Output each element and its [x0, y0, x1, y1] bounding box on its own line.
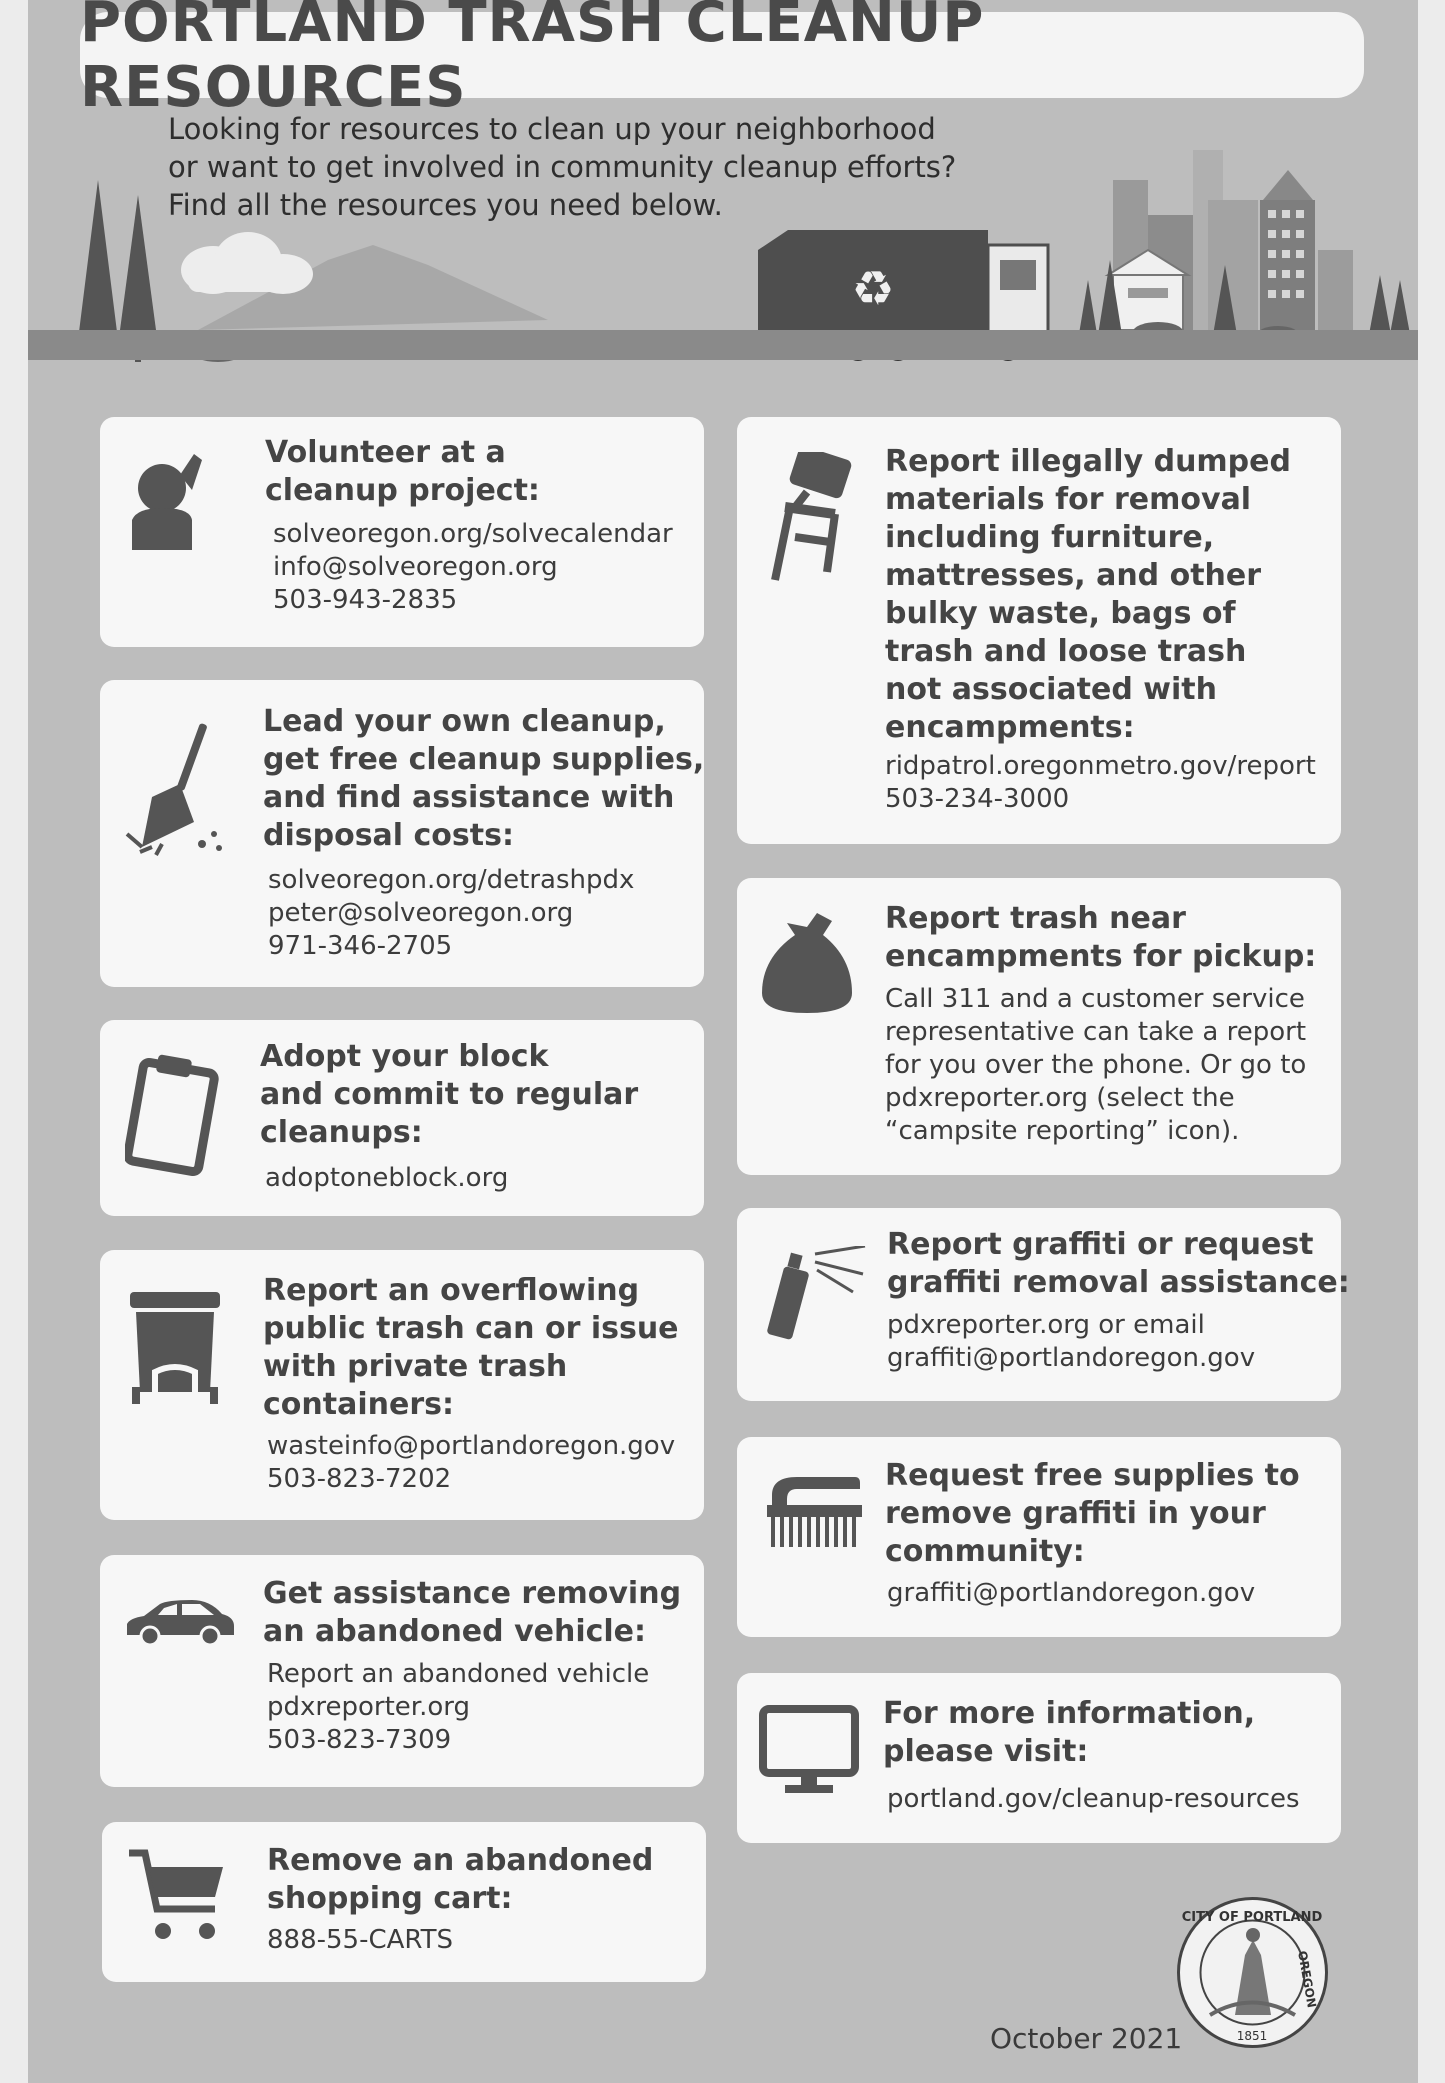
card-detail: 503-943-2835 — [273, 585, 458, 615]
card-heading: Report an overflowing — [263, 1273, 640, 1308]
clipboard-icon — [125, 1052, 220, 1177]
card-overflow-trash — [100, 1250, 704, 1520]
card-lead-cleanup — [100, 680, 704, 987]
card-heading: and find assistance with — [263, 780, 675, 815]
card-heading: community: — [885, 1534, 1085, 1569]
card-detail: solveoregon.org/solvecalendar — [273, 519, 673, 549]
card-detail: representative can take a report — [885, 1017, 1307, 1047]
publication-date: October 2021 — [990, 2022, 1183, 2055]
card-detail: graffiti@portlandoregon.gov — [887, 1578, 1256, 1608]
svg-text:OREGON: OREGON — [1295, 1949, 1319, 2009]
card-detail: ridpatrol.oregonmetro.gov/report — [885, 751, 1316, 781]
card-heading: cleanups: — [260, 1115, 423, 1150]
intro-text — [168, 110, 1068, 224]
card-heading: encampments for pickup: — [885, 939, 1317, 974]
city-seal-icon — [1175, 1895, 1330, 2050]
card-detail: 503-823-7309 — [267, 1725, 452, 1755]
card-heading: Remove an abandoned — [267, 1843, 654, 1878]
cloud-icon — [181, 232, 313, 294]
card-heading: shopping cart: — [267, 1881, 513, 1916]
card-heading: remove graffiti in your — [885, 1496, 1266, 1531]
svg-text:CITY OF PORTLAND: CITY OF PORTLAND — [1181, 1910, 1323, 1925]
card-detail: info@solveoregon.org — [273, 552, 558, 582]
card-detail: 503-823-7202 — [267, 1464, 452, 1494]
card-detail: portland.gov/cleanup-resources — [887, 1784, 1300, 1814]
card-detail: peter@solveoregon.org — [268, 898, 574, 928]
card-heading: Lead your own cleanup, — [263, 704, 666, 739]
card-detail: 971-346-2705 — [268, 931, 453, 961]
card-detail: 503-234-3000 — [885, 784, 1070, 814]
card-more-info — [737, 1673, 1341, 1843]
card-heading: get free cleanup supplies, — [263, 742, 705, 777]
card-detail: 888-55-CARTS — [267, 1925, 453, 1955]
card-abandoned-vehicle — [100, 1555, 704, 1787]
card-heading: with private trash — [263, 1349, 568, 1384]
trash-cart-icon — [130, 1292, 220, 1404]
card-heading: For more information, — [883, 1696, 1256, 1731]
card-detail: solveoregon.org/detrashpdx — [268, 865, 635, 895]
shopping-cart-icon — [127, 1847, 227, 1947]
card-detail: for you over the phone. Or go to — [885, 1050, 1307, 1080]
card-heading: including furniture, — [885, 520, 1215, 555]
card-heading: Report graffiti or request — [887, 1227, 1314, 1262]
card-heading: not associated with — [885, 672, 1217, 707]
card-detail: graffiti@portlandoregon.gov — [887, 1343, 1256, 1373]
card-heading: Volunteer at a — [265, 435, 506, 470]
card-heading: please visit: — [883, 1734, 1089, 1769]
card-heading: public trash can or issue — [263, 1311, 679, 1346]
card-encampment-trash — [737, 878, 1341, 1175]
card-heading: disposal costs: — [263, 818, 514, 853]
card-detail: pdxreporter.org or email — [887, 1310, 1205, 1340]
card-heading: bulky waste, bags of — [885, 596, 1236, 631]
card-heading: trash and loose trash — [885, 634, 1247, 669]
ground-strip — [28, 330, 1418, 360]
card-heading: Get assistance removing — [263, 1576, 682, 1611]
card-graffiti-report — [737, 1208, 1350, 1401]
card-heading: Adopt your block — [260, 1039, 549, 1074]
card-graffiti-supplies — [737, 1437, 1341, 1637]
title-banner — [80, 0, 1364, 120]
card-detail: Report an abandoned vehicle — [267, 1659, 650, 1689]
card-heading: encampments: — [885, 710, 1135, 745]
spray-can-icon — [765, 1246, 870, 1341]
card-heading: graffiti removal assistance: — [887, 1265, 1350, 1300]
card-detail: wasteinfo@portlandoregon.gov — [267, 1431, 676, 1461]
card-heading: Request free supplies to — [885, 1458, 1300, 1493]
intro-line: Looking for resources to clean up your neighborhood — [168, 112, 936, 146]
chair-icon — [755, 452, 855, 582]
card-detail: pdxreporter.org — [267, 1692, 471, 1722]
card-shopping-cart — [102, 1822, 706, 1982]
card-detail: “campsite reporting” icon). — [885, 1116, 1240, 1146]
card-heading: cleanup project: — [265, 473, 540, 508]
card-detail: adoptoneblock.org — [265, 1163, 509, 1193]
card-heading: mattresses, and other — [885, 558, 1262, 593]
broom-icon — [122, 722, 232, 862]
seal-year: 1851 — [1236, 2029, 1268, 2043]
card-heading: Report illegally dumped — [885, 444, 1291, 479]
page-title: PORTLAND TRASH CLEANUP RESOURCES — [80, 0, 985, 120]
scrub-brush-icon — [767, 1477, 862, 1549]
card-detail: pdxreporter.org (select the — [885, 1083, 1235, 1113]
card-heading: containers: — [263, 1387, 454, 1422]
card-heading: materials for removal — [885, 482, 1252, 517]
car-icon — [122, 1600, 237, 1645]
raised-hand-person-icon — [132, 450, 202, 550]
card-heading: an abandoned vehicle: — [263, 1614, 647, 1649]
card-heading: and commit to regular — [260, 1077, 639, 1112]
card-illegal-dumping — [737, 417, 1341, 844]
card-detail: Call 311 and a customer service — [885, 984, 1305, 1014]
intro-line: or want to get involved in community cleanup efforts? — [168, 150, 957, 184]
intro-line: Find all the resources you need below. — [168, 188, 723, 222]
trash-bag-icon — [757, 913, 857, 1013]
svg-text:♻: ♻ — [851, 261, 895, 317]
monitor-icon — [759, 1705, 859, 1795]
card-volunteer — [100, 417, 704, 647]
card-heading: Report trash near — [885, 901, 1186, 936]
card-adopt-block — [100, 1020, 704, 1216]
